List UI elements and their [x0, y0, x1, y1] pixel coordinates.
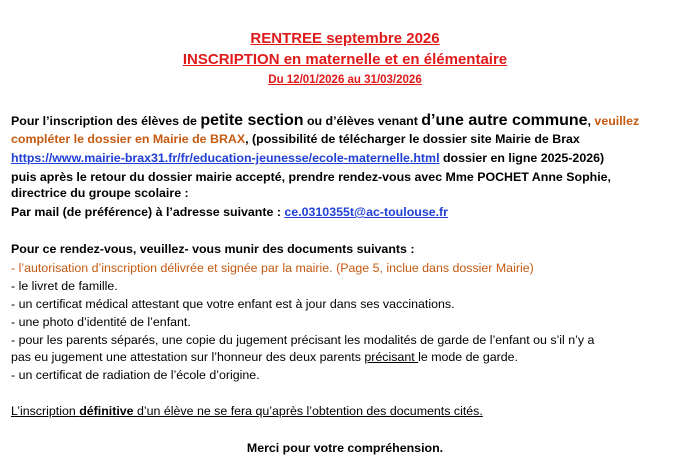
document-item-radiation: - un certificat de radiation de l’école d’origine. — [11, 368, 260, 382]
intro-text: Pour l’inscription des élèves de — [11, 114, 201, 128]
petite-section-text: petite section — [200, 112, 304, 129]
veuillez-text: veuillez — [594, 114, 640, 128]
document-item-certificat-medical: - un certificat médical attestant que votre enfant est à jour dans ses vaccinations. — [11, 297, 455, 311]
documents-heading: Pour ce rendez-vous, veuillez- vous munir des documents suivants : — [11, 242, 415, 256]
document-item-photo: - une photo d’identité de l’enfant. — [11, 315, 191, 329]
precisant-text: précisant — [364, 350, 419, 364]
email-link[interactable]: ce.0310355t@ac-toulouse.fr — [284, 205, 449, 219]
intro-text: dossier en ligne 2025-2026) — [439, 151, 605, 165]
title-inscription: INSCRIPTION en maternelle et en élémentaire — [182, 51, 508, 68]
intro-line-3 — [11, 151, 604, 166]
closing-thanks: Merci pour votre compréhension. — [246, 441, 444, 455]
intro-text: , — [587, 114, 595, 128]
mairie-brax-text: compléter le dossier en Mairie de BRAX — [11, 132, 246, 146]
document-item-parents-separes: - pour les parents séparés, une copie du jugement précisant les modalités de garde de l’enfant ou s’il n’y a — [11, 333, 595, 347]
intro-line-4: puis après le retour du dossier mairie accepté, prendre rendez-vous avec Mme POCHET Anne Sophie, — [11, 170, 611, 184]
autre-commune-text: d’une autre commune — [421, 112, 588, 129]
document-item-parents-separes-cont — [11, 350, 518, 365]
document-text: le mode de garde. — [418, 350, 518, 364]
document-text: pas eu jugement une attestation sur l’honneur des deux parents — [11, 350, 365, 364]
intro-line-2 — [11, 132, 580, 147]
final-note-text: d’un élève ne se fera qu’après l’obtention des documents cités. — [133, 404, 483, 418]
intro-line-5: directrice du groupe scolaire : — [11, 186, 189, 200]
title-rentree: RENTREE septembre 2026 — [250, 30, 440, 47]
final-note-text: L’inscription — [11, 404, 80, 418]
intro-line-1 — [11, 113, 639, 129]
intro-line-6 — [11, 205, 448, 220]
mairie-website-link[interactable]: https://www.mairie-brax31.fr/fr/education-jeunesse/ecole-maternelle.html — [11, 151, 440, 165]
intro-text: ou d’élèves venant — [303, 114, 422, 128]
definitive-text: définitive — [79, 404, 134, 418]
document-item-livret: - le livret de famille. — [11, 279, 118, 293]
document-item-autorisation: - l’autorisation d’inscription délivrée et signée par la mairie. (Page 5, inclue dans dossier Mairie) — [11, 261, 534, 275]
intro-text: Par mail (de préférence) à l’adresse suivante : — [11, 205, 285, 219]
intro-text: , (possibilité de télécharger le dossier site Mairie de Brax — [245, 132, 580, 146]
final-note — [11, 404, 483, 419]
title-dates: Du 12/01/2026 au 31/03/2026 — [268, 74, 422, 86]
